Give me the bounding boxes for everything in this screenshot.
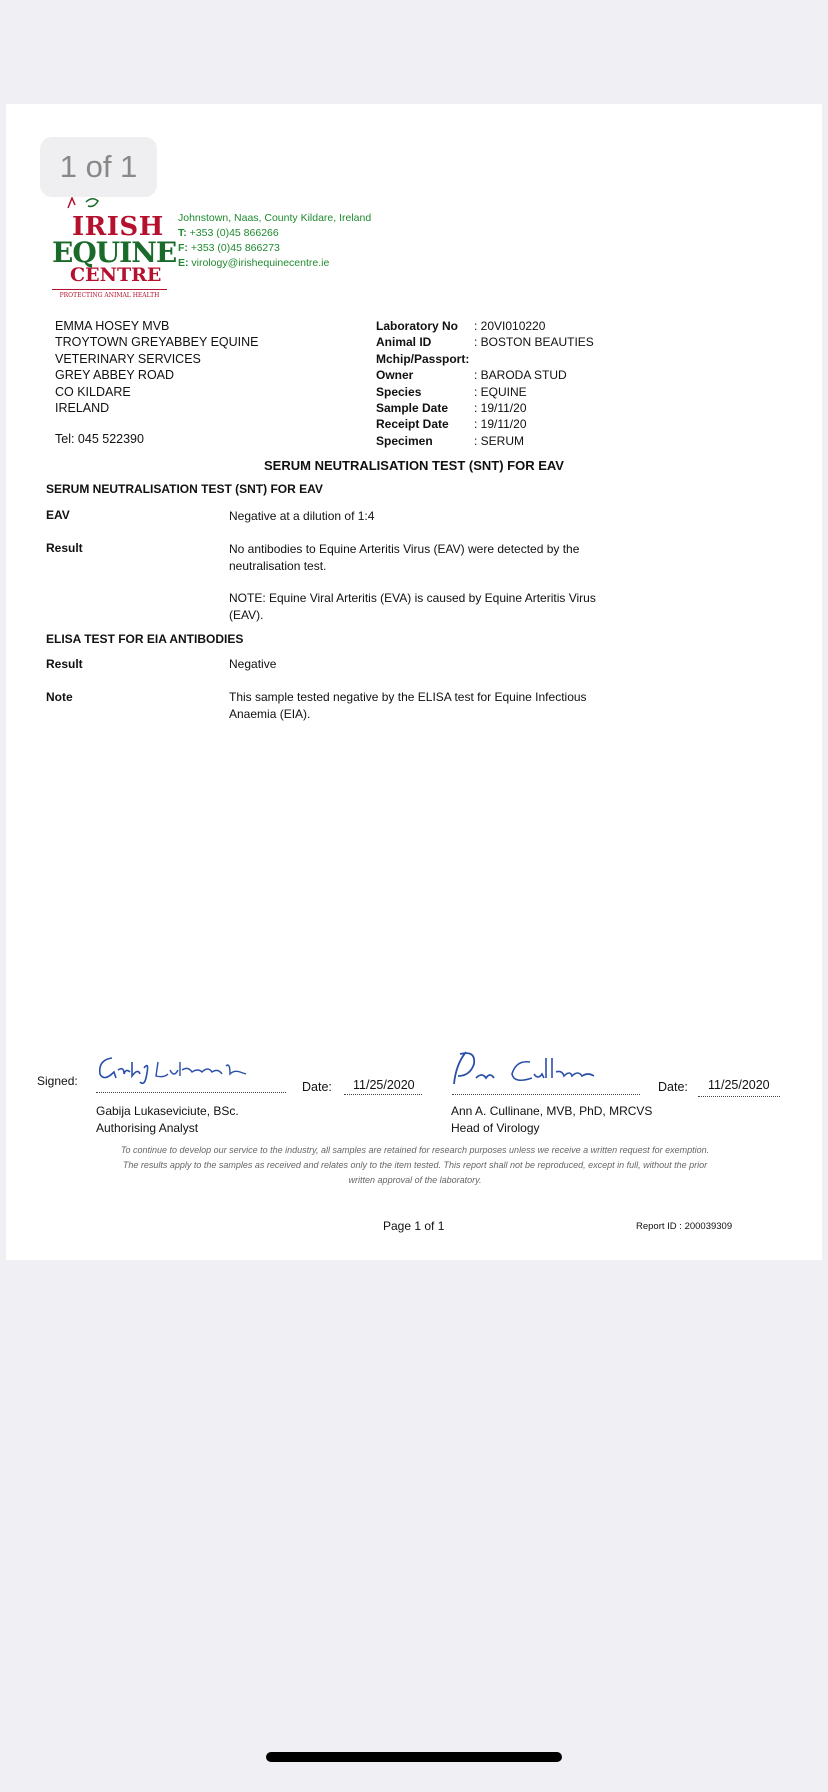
lab-fax: F: +353 (0)45 866273 [178, 242, 280, 254]
irish-equine-centre-logo [52, 196, 177, 304]
logo-tagline: PROTECTING ANIMAL HEALTH [52, 289, 167, 299]
left-date-line [344, 1094, 422, 1095]
address-line: IRELAND [55, 401, 110, 416]
right-signer-name: Ann A. Cullinane, MVB, PhD, MRCVS [451, 1104, 653, 1118]
elisa-result-value: Negative [229, 657, 277, 671]
disclaimer-line: The results apply to the samples as received and relates only to the item tested. This report shall not be reproduced, except in full, without the prior [122, 1160, 708, 1170]
snt-note: NOTE: Equine Viral Arteritis (EVA) is caused by Equine Arteritis Virus (EAV). [229, 591, 596, 622]
left-signer [96, 1103, 239, 1136]
logo-irish: IRISH [72, 212, 164, 242]
right-date-value: 11/25/2020 [708, 1078, 770, 1092]
lab-info-key: Laboratory No [376, 319, 459, 333]
left-signer-name: Gabija Lukaseviciute, BSc. [96, 1104, 239, 1118]
address-line: EMMA HOSEY MVB [55, 319, 170, 333]
snt-section-heading: SERUM NEUTRALISATION TEST (SNT) FOR EAV [46, 482, 323, 496]
lab-info-value: : EQUINE [474, 384, 527, 399]
recipient-tel: Tel: 045 522390 [55, 432, 144, 446]
eav-value: Negative at a dilution of 1:4 [229, 509, 375, 523]
lab-info-values [474, 318, 594, 449]
signed-label: Signed: [37, 1074, 78, 1088]
elisa-note-value: This sample tested negative by the ELISA test for Equine Infectious Anaemia (EIA). [229, 690, 587, 721]
lab-info-key: Specimen [376, 433, 433, 448]
elisa-section-heading: ELISA TEST FOR EIA ANTIBODIES [46, 632, 244, 646]
signature-right-image [446, 1046, 616, 1092]
report-title: SERUM NEUTRALISATION TEST (SNT) FOR EAV [264, 458, 564, 473]
right-signer-role: Head of Virology [451, 1120, 540, 1135]
address-line: VETERINARY SERVICES [55, 351, 201, 366]
lab-email[interactable]: E: virology@irishequinecentre.ie [178, 257, 330, 269]
disclaimer-line: To continue to develop our service to the industry, all samples are retained for research purposes unless we receive a written request for exemption. [120, 1145, 710, 1155]
lab-info-value: : BOSTON BEAUTIES [474, 335, 594, 350]
eav-label: EAV [46, 508, 70, 522]
lab-info-key: Species [376, 384, 422, 399]
left-date-value: 11/25/2020 [353, 1078, 415, 1092]
snt-result-value: No antibodies to Equine Arteritis Virus (EAV) were detected by the neutralisation test. [229, 542, 580, 573]
lab-info-key: Owner [376, 368, 414, 383]
lab-info-key: Mchip/Passport: [376, 351, 470, 366]
lab-info-key: Animal ID [376, 335, 432, 350]
signature-left-line [96, 1092, 286, 1093]
home-indicator[interactable] [266, 1752, 562, 1762]
recipient-address [55, 318, 259, 416]
right-date-line [698, 1096, 780, 1097]
elisa-result-label: Result [46, 657, 83, 671]
right-signer [451, 1103, 652, 1136]
lab-info-value: : SERUM [474, 433, 525, 448]
lab-info-key: Sample Date [376, 401, 449, 416]
address-line: CO KILDARE [55, 384, 131, 399]
disclaimer [85, 1143, 745, 1188]
lab-contact [178, 211, 371, 271]
elisa-note-label: Note [46, 690, 73, 704]
logo-centre: CENTRE [70, 264, 162, 286]
snt-result-label: Result [46, 541, 83, 555]
signature-left-image [94, 1048, 264, 1088]
right-date-label: Date: [658, 1080, 688, 1094]
lab-info-key: Receipt Date [376, 417, 449, 432]
horse-logo-icon [66, 196, 106, 210]
lab-info-value: : 19/11/20 [474, 417, 527, 432]
address-line: GREY ABBEY ROAD [55, 368, 175, 383]
signature-right-line [452, 1094, 640, 1095]
lab-info-value: : 19/11/20 [474, 401, 527, 416]
lab-address: Johnstown, Naas, County Kildare, Ireland [178, 212, 372, 224]
page-indicator: 1 of 1 [40, 137, 157, 197]
lab-info-value [474, 351, 594, 367]
left-date-label: Date: [302, 1080, 332, 1094]
logo-equine: EQUINE [52, 236, 177, 269]
address-line: TROYTOWN GREYABBEY EQUINE [55, 335, 259, 350]
lab-info-value: : BARODA STUD [474, 368, 567, 383]
report-id: Report ID : 200039309 [636, 1221, 733, 1232]
lab-info-value: : 20VI010220 [474, 319, 546, 333]
page-number: Page 1 of 1 [383, 1219, 445, 1233]
lab-phone: T: +353 (0)45 866266 [178, 227, 279, 239]
disclaimer-line: written approval of the laboratory. [348, 1175, 482, 1185]
lab-info-keys [376, 318, 469, 449]
left-signer-role: Authorising Analyst [96, 1120, 199, 1135]
